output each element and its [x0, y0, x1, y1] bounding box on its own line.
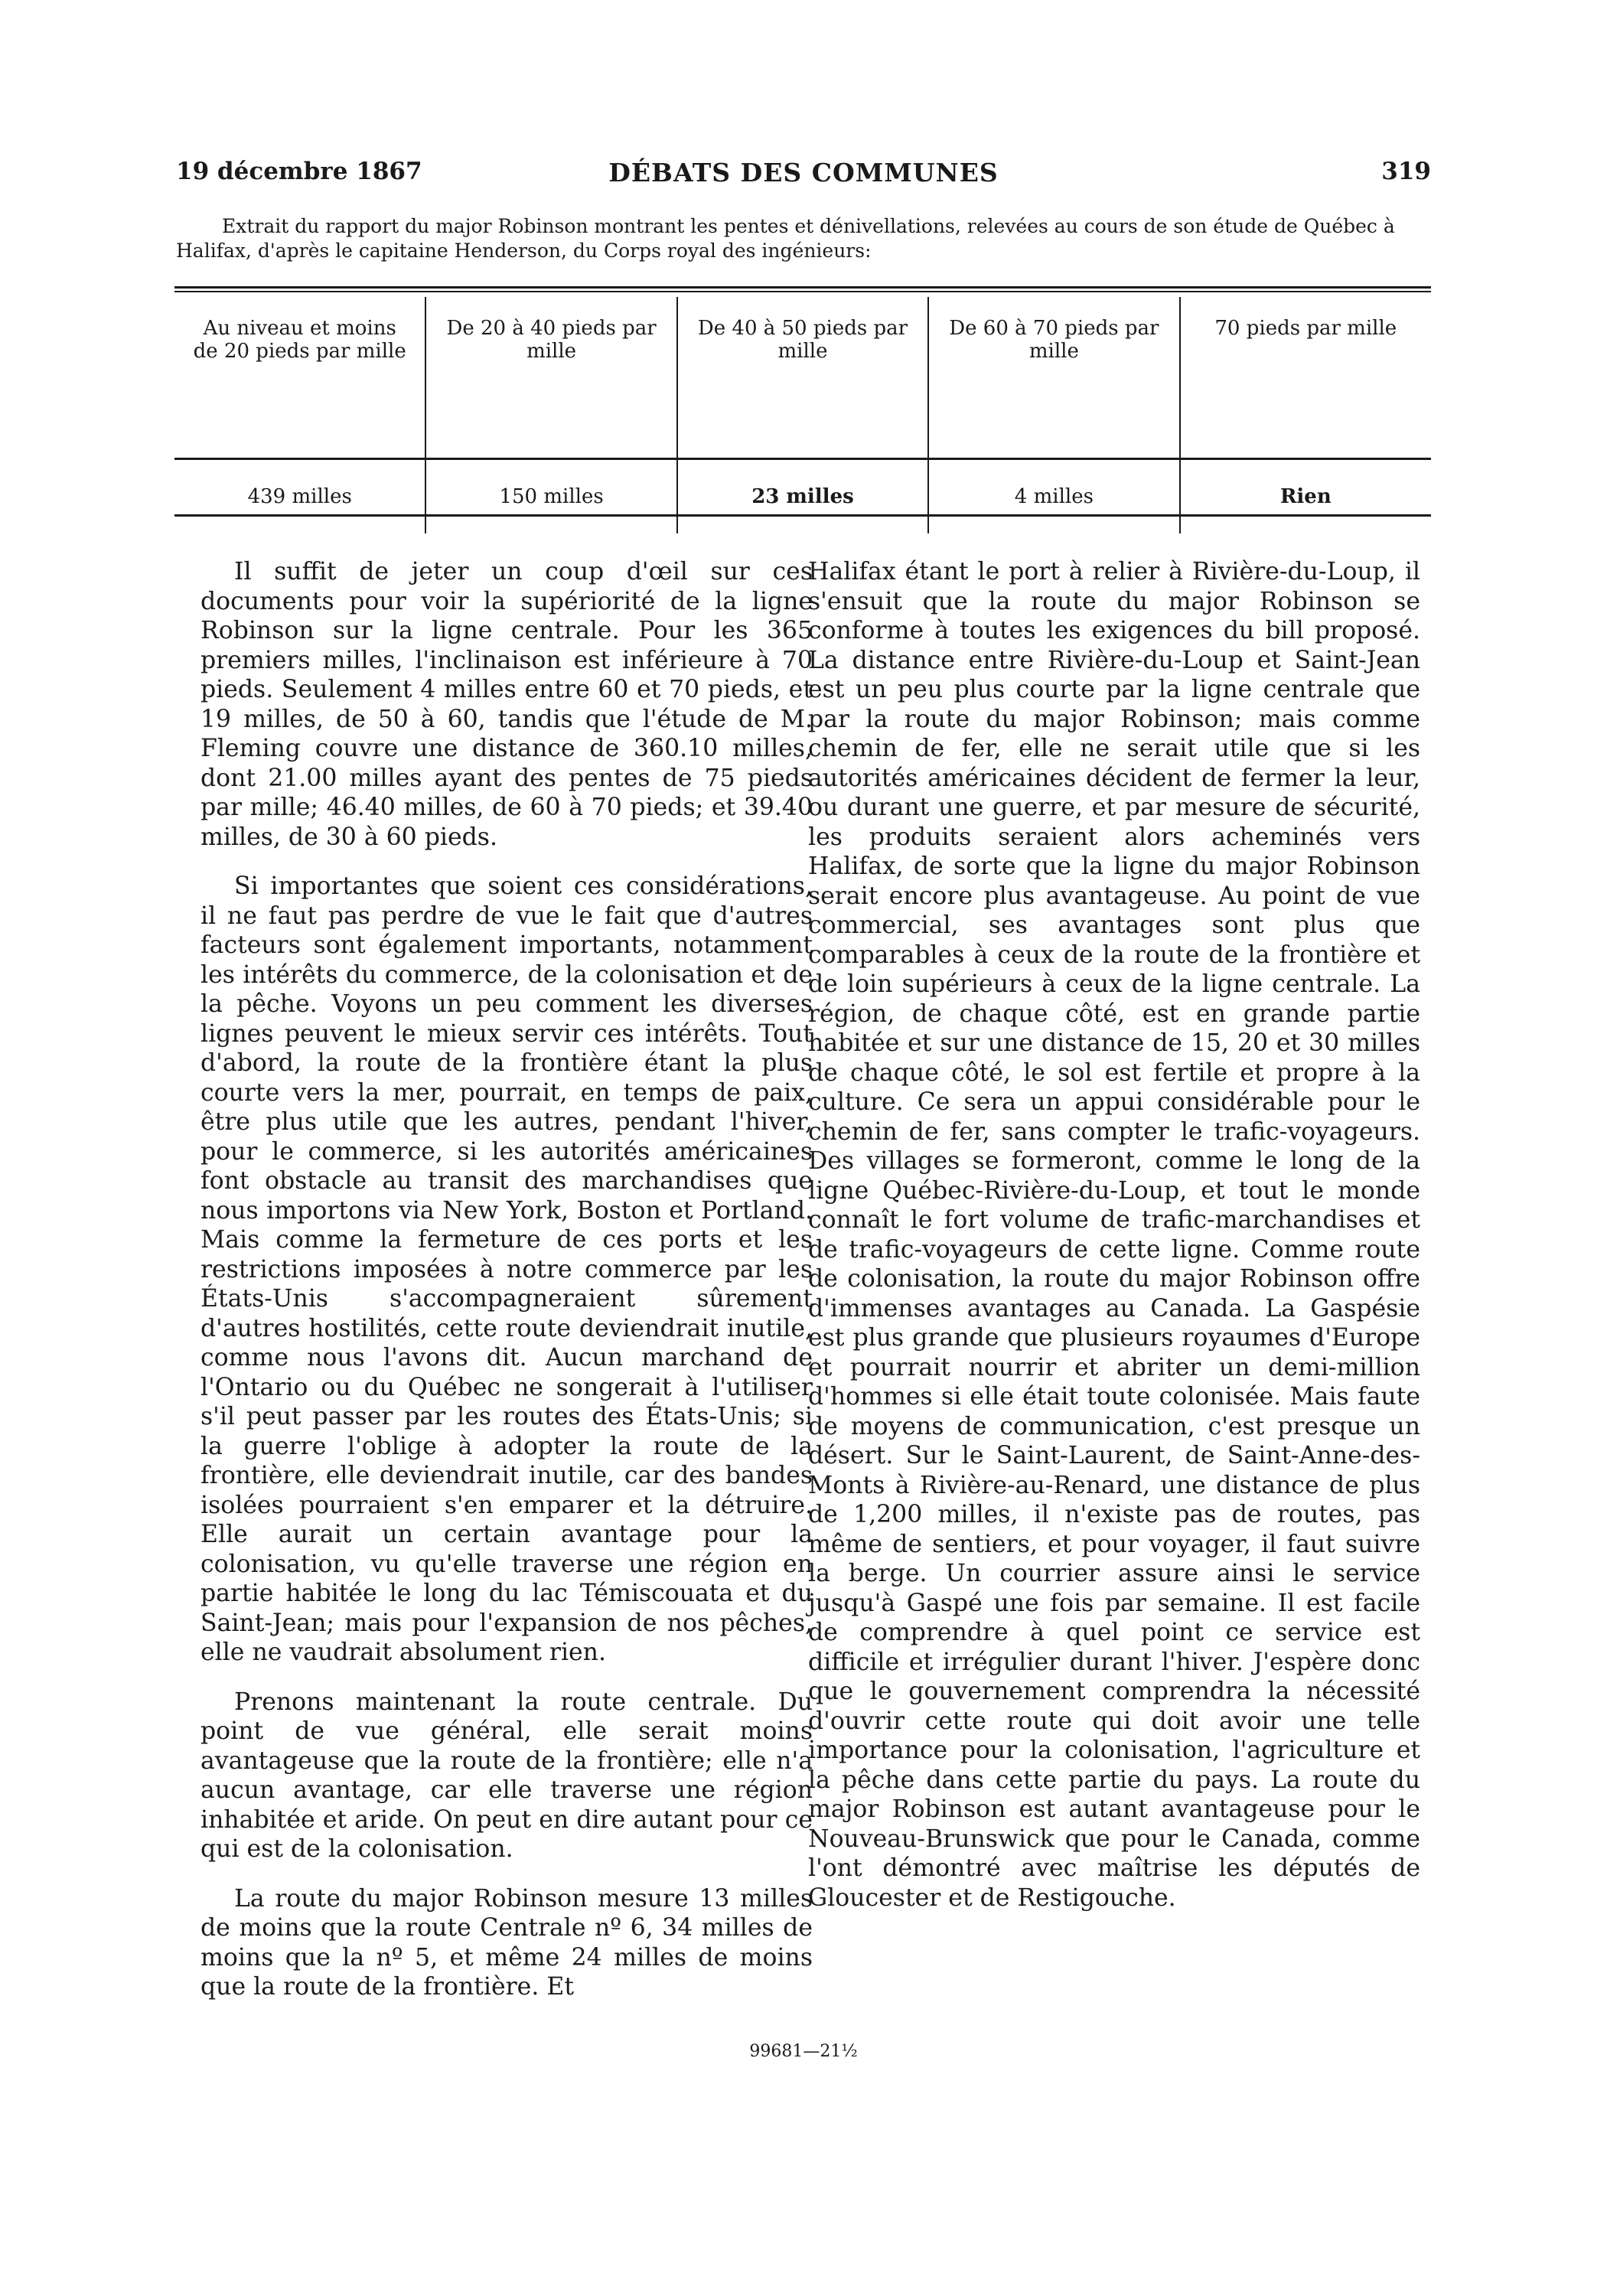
table-header-cell: De 20 à 40 pieds par mille — [425, 297, 676, 459]
paragraph: Halifax étant le port à relier à Rivière-du-Loup, il s'ensuit que la route du major Robinson se conforme à toutes les exigences du bill proposé. La distance entre Rivière-du-Loup et Saint-Jean est un peu plus courte par la ligne centrale que par la route du major Robinson; mais comme chemin de fer, elle ne serait utile que si les autorités américaines décident de fermer la leur, ou durant une guerre, et par mesure de sécurité, les produits seraient alors acheminés vers Halifax, de sorte que la ligne du major Robinson serait encore plus avantageuse. Au point de vue commercial, ses avantages sont plus que comparables à ceux de la route de la frontière et de loin supérieurs à ceux de la ligne centrale. La région, de chaque côté, est en grande partie habitée et sur une distance de 15, 20 et 30 milles de chaque côté, le sol est fertile et propre à la culture. Ce sera un appui considérable pour le chemin de fer, sans compter le trafic-voyageurs. Des villages se formeront, comme le long de la ligne Québec-Rivière-du-Loup, et tout le monde connaît le fort volume de trafic-marchandises et de trafic-voyageurs de cette ligne. Comme route de colonisation, la route du major Robinson offre d'immenses avantages au Canada. La Gaspésie est plus grande que plusieurs royaumes d'Europe et pourrait nourrir et abriter un demi-million d'hommes si elle était toute colonisée. Mais faute de moyens de communication, c'est presque un désert. Sur le Saint-Laurent, de Saint-Anne-des-Monts à Rivière-au-Renard, une distance de plus de 1,200 milles, il n'existe pas de routes, pas même de sentiers, et pour voyager, il faut suivre la berge. Un courrier assure ainsi le service jusqu'à Gaspé une fois par semaine. Il est facile de comprendre à quel point ce service est difficile et irrégulier durant l'hiver. J'espère donc que le gouvernement comprendra la nécessité d'ouvrir cette route qui doit avoir une telle importance pour la colonisation, l'agriculture et la pêche dans cette partie du pays. La route du major Robinson est autant avantageuse pour le Nouveau-Brunswick que pour le Canada, comme l'ont démontré avec maîtrise les députés de Gloucester et de Restigouche. — [808, 558, 1420, 1912]
header-title: DÉBATS DES COMMUNES — [608, 158, 999, 188]
table-value-cell: 150 milles — [425, 459, 676, 534]
table-header-row — [174, 297, 1431, 459]
left-column — [200, 557, 813, 2022]
table-value-cell: 439 milles — [174, 459, 425, 534]
table-value-row — [174, 459, 1431, 534]
table-top-rule — [174, 286, 1431, 289]
table-header-cell: De 60 à 70 pieds par mille — [928, 297, 1179, 459]
paragraph: La route du major Robinson mesure 13 milles de moins que la route Centrale nº 6, 34 milles de moins que la nº 5, et même 24 milles de moins que la route de la frontière. Et — [200, 1884, 813, 2001]
paragraph: Il suffit de jeter un coup d'œil sur ces documents pour voir la supériorité de la ligne Robinson sur la ligne centrale. Pour les 365 premiers milles, l'inclinaison est inférieure à 70 pieds. Seulement 4 milles entre 60 et 70 pieds, et 19 milles, de 50 à 60, tandis que l'étude de M. Fleming couvre une distance de 360.10 milles, dont 21.00 milles ayant des pentes de 75 pieds par mille; 46.40 milles, de 60 à 70 pieds; et 39.40 milles, de 30 à 60 pieds. — [200, 558, 813, 851]
table-value-cell: Rien — [1180, 459, 1431, 534]
table-header-cell: De 40 à 50 pieds par mille — [677, 297, 928, 459]
table-value-cell: 4 milles — [928, 459, 1179, 534]
page-number: 319 — [1381, 158, 1431, 185]
right-column — [808, 557, 1420, 1932]
page-header — [176, 158, 1431, 188]
table-value-cell: 23 milles — [677, 459, 928, 534]
page-footer: 99681—21½ — [749, 2042, 858, 2061]
table-caption: Extrait du rapport du major Robinson montrant les pentes et dénivellations, relevées au cours de son étude de Québec à Halifax, d'après le capitaine Henderson, du Corps royal des ingénieurs: — [176, 215, 1395, 262]
table-header-cell: 70 pieds par mille — [1180, 297, 1431, 459]
table-bottom-rule — [174, 514, 1431, 517]
gradient-table — [174, 297, 1431, 533]
paragraph: Si importantes que soient ces considérations, il ne faut pas perdre de vue le fait que d'autres facteurs sont également importants, notamment les intérêts du commerce, de la colonisation et de la pêche. Voyons un peu comment les diverses lignes peuvent le mieux servir ces intérêts. Tout d'abord, la route de la frontière étant la plus courte vers la mer, pourrait, en temps de paix, être plus utile que les autres, pendant l'hiver, pour le commerce, si les autorités américaines font obstacle au transit des marchandises que nous importons via New York, Boston et Portland. Mais comme la fermeture de ces ports et les restrictions imposées à notre commerce par les États-Unis s'accompagneraient sûrement d'autres hostilités, cette route deviendrait inutile, comme nous l'avons dit. Aucun marchand de l'Ontario ou du Québec ne songerait à l'utiliser s'il peut passer par les routes des États-Unis; si la guerre l'oblige à adopter la route de la frontière, elle deviendrait inutile, car des bandes isolées pourraient s'en emparer et la détruire. Elle aurait un certain avantage pour la colonisation, vu qu'elle traverse une région en partie habitée le long du lac Témiscouata et du Saint-Jean; mais pour l'expansion de nos pêches, elle ne vaudrait absolument rien. — [200, 872, 813, 1666]
table-header-cell: Au niveau et moins de 20 pieds par mille — [193, 317, 406, 363]
table-top-rule-thin — [174, 291, 1431, 292]
paragraph: Prenons maintenant la route centrale. Du point de vue général, elle serait moins avantageuse que la route de la frontière; elle n'a aucun avantage, car elle traverse une région inhabitée et aride. On peut en dire autant pour ce qui est de la colonisation. — [200, 1688, 813, 1863]
header-date: 19 décembre 1867 — [176, 158, 422, 185]
